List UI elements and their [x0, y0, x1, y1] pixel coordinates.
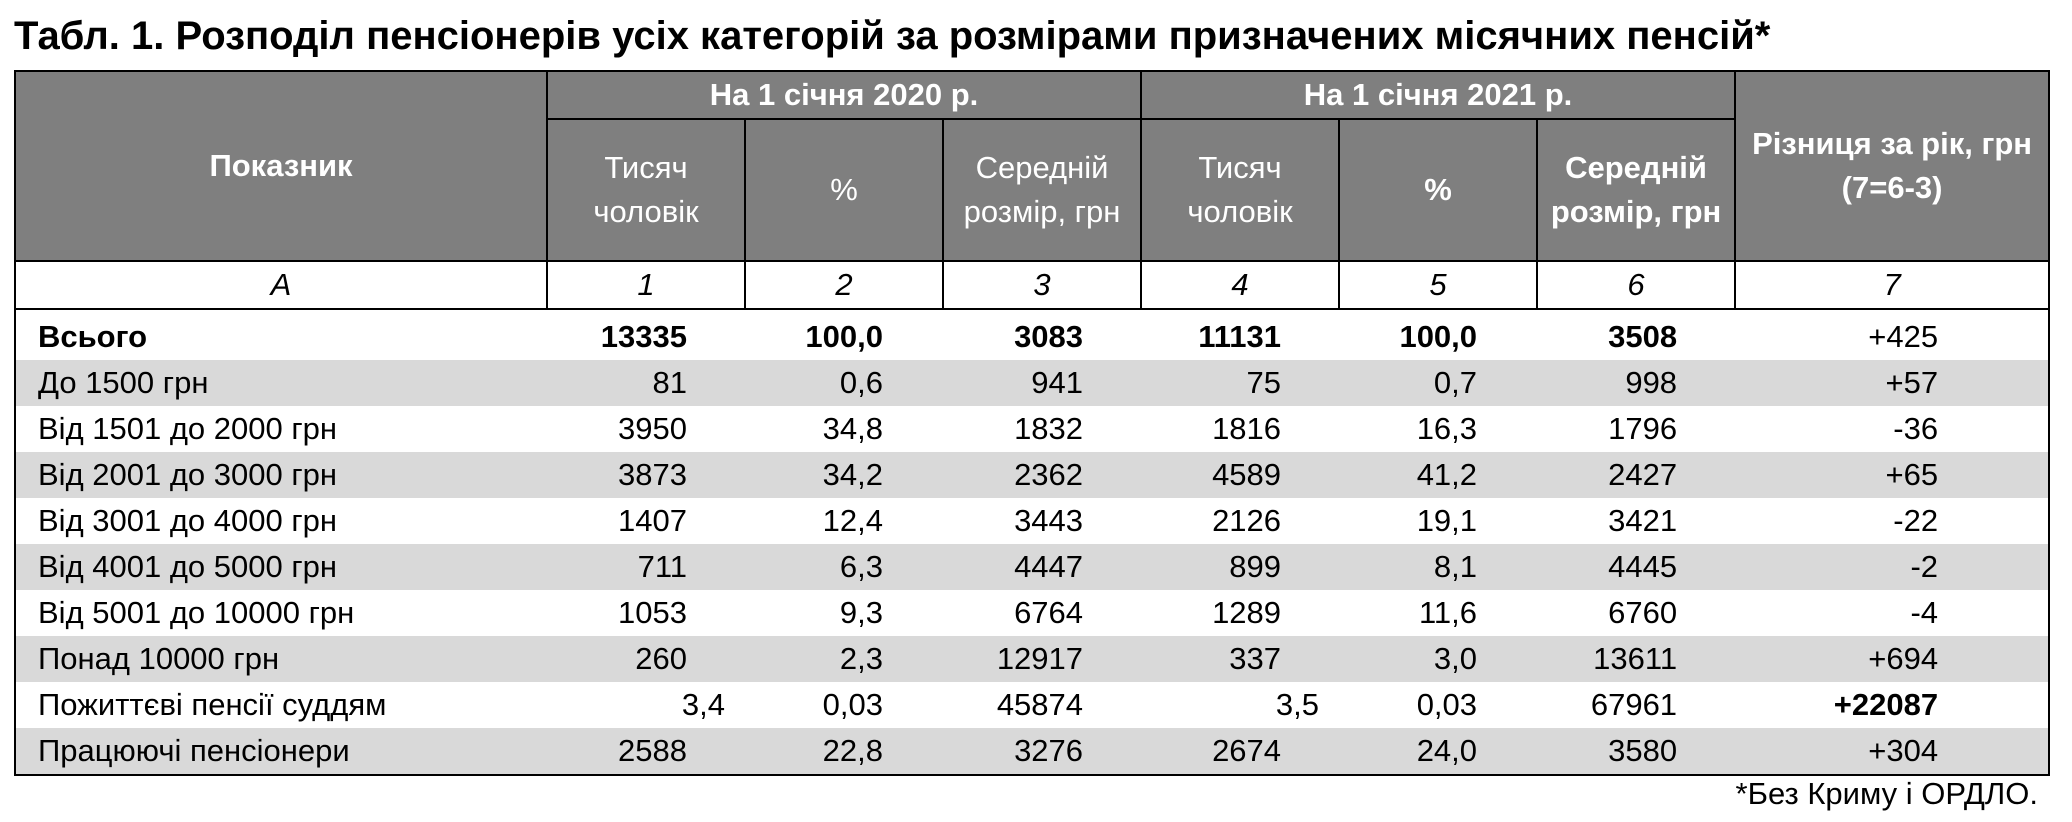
cell-percent-2020: 34,8	[822, 411, 883, 446]
cell-percent-2021: 3,0	[1339, 636, 1537, 682]
column-number: 4	[1141, 261, 1339, 309]
cell-percent-2021: 8,1	[1339, 544, 1537, 590]
row-label: Від 5001 до 10000 грн	[38, 595, 355, 630]
cell-diff: +425	[1868, 319, 1939, 354]
cell-average-2021: 1796	[1608, 411, 1678, 446]
cell-average-2021: 3580	[1537, 728, 1735, 775]
cell-diff: +65	[1735, 452, 2049, 498]
table-row	[15, 452, 2049, 498]
cell-percent-2020: 100,0	[805, 319, 883, 354]
cell-diff: -22	[1893, 503, 1939, 538]
cell-percent-2020: 34,2	[745, 452, 943, 498]
cell-diff: +694	[1735, 636, 2049, 682]
cell-thousands-2021: 899	[1141, 544, 1339, 590]
cell-thousands-2020: 1053	[618, 595, 687, 630]
cell-diff: +57	[1735, 360, 2049, 406]
cell-thousands-2021: 11131	[1198, 319, 1282, 354]
table-title: Табл. 1. Розподіл пенсіонерів усіх категорій за розмірами призначених місячних пенсій*	[14, 14, 1771, 58]
row-label: Пожиттєві пенсії суддям	[38, 687, 387, 722]
column-number: 7	[1735, 261, 2049, 309]
cell-diff: -4	[1910, 595, 1939, 630]
cell-percent-2020: 0,03	[822, 687, 883, 722]
cell-thousands-2020: 2588	[547, 728, 745, 775]
cell-percent-2021: 24,0	[1339, 728, 1537, 775]
cell-percent-2021: 0,7	[1339, 360, 1537, 406]
header-percent-2020: %	[745, 119, 943, 261]
cell-average-2020: 3276	[943, 728, 1141, 775]
cell-percent-2021: 11,6	[1418, 595, 1478, 630]
row-label: Від 2001 до 3000 грн	[15, 452, 547, 498]
row-label: Всього	[38, 319, 148, 354]
cell-percent-2020: 0,6	[745, 360, 943, 406]
cell-average-2020: 4447	[943, 544, 1141, 590]
table-row	[15, 360, 2049, 406]
table-row	[15, 544, 2049, 590]
cell-average-2021: 67961	[1590, 687, 1678, 722]
footnote: *Без Криму і ОРДЛО.	[1735, 776, 2038, 811]
cell-average-2020: 1832	[1014, 411, 1084, 446]
header-average-2021: Середній розмір, грн	[1537, 119, 1735, 261]
row-label: До 1500 грн	[15, 360, 547, 406]
header-thousands-2021: Тисяч чоловік	[1141, 119, 1339, 261]
table-row-total	[15, 309, 2049, 360]
header-average-2020: Середній розмір, грн	[943, 119, 1141, 261]
cell-thousands-2020: 81	[547, 360, 745, 406]
header-diff: Різниця за рік, грн (7=6-3)	[1735, 71, 2049, 261]
cell-average-2021: 3421	[1608, 503, 1678, 538]
cell-thousands-2021: 2674	[1141, 728, 1339, 775]
cell-percent-2020: 6,3	[745, 544, 943, 590]
cell-thousands-2020: 13335	[600, 319, 687, 354]
column-number: 5	[1339, 261, 1537, 309]
header-row-groups	[15, 71, 2049, 119]
row-label: Від 4001 до 5000 грн	[15, 544, 547, 590]
cell-diff: -2	[1735, 544, 2049, 590]
cell-thousands-2021: 2126	[1212, 503, 1282, 538]
header-group-2020: На 1 січня 2020 р.	[547, 71, 1141, 119]
cell-average-2020: 941	[943, 360, 1141, 406]
column-number: 2	[745, 261, 943, 309]
cell-thousands-2020: 3,4	[681, 687, 725, 722]
table-row	[15, 682, 2049, 728]
column-number: А	[15, 261, 547, 309]
cell-thousands-2020: 711	[547, 544, 745, 590]
header-thousands-2020: Тисяч чоловік	[547, 119, 745, 261]
cell-percent-2020: 9,3	[839, 595, 883, 630]
cell-average-2020: 2362	[943, 452, 1141, 498]
cell-thousands-2020: 260	[547, 636, 745, 682]
row-label: Від 1501 до 2000 грн	[38, 411, 338, 446]
cell-thousands-2021: 337	[1141, 636, 1339, 682]
header-group-2021: На 1 січня 2021 р.	[1141, 71, 1735, 119]
cell-thousands-2020: 1407	[618, 503, 687, 538]
cell-percent-2021: 16,3	[1416, 411, 1478, 446]
column-number-row	[15, 261, 2049, 309]
cell-average-2021: 2427	[1537, 452, 1735, 498]
cell-thousands-2021: 1289	[1212, 595, 1282, 630]
row-label: Від 3001 до 4000 грн	[38, 503, 338, 538]
cell-percent-2021: 41,2	[1339, 452, 1537, 498]
table-row	[15, 590, 2049, 636]
cell-diff: +22087	[1833, 687, 1939, 722]
table-row	[15, 498, 2049, 544]
cell-average-2020: 3083	[1014, 319, 1084, 354]
column-number: 6	[1537, 261, 1735, 309]
row-label: Працюючі пенсіонери	[15, 728, 547, 775]
cell-average-2021: 4445	[1537, 544, 1735, 590]
pension-distribution-table	[14, 70, 2050, 776]
cell-percent-2021: 100,0	[1399, 319, 1478, 354]
cell-average-2021: 13611	[1537, 636, 1735, 682]
cell-percent-2020: 22,8	[745, 728, 943, 775]
cell-average-2021: 6760	[1608, 595, 1678, 630]
cell-average-2021: 998	[1537, 360, 1735, 406]
column-number: 1	[547, 261, 745, 309]
cell-average-2020: 45874	[996, 687, 1084, 722]
cell-thousands-2021: 1816	[1212, 411, 1282, 446]
table-row	[15, 636, 2049, 682]
cell-average-2020: 6764	[1014, 595, 1084, 630]
table-row	[15, 728, 2049, 775]
header-indicator: Показник	[15, 71, 547, 261]
header-percent-2021: %	[1339, 119, 1537, 261]
cell-percent-2021: 19,1	[1416, 503, 1478, 538]
cell-percent-2020: 2,3	[745, 636, 943, 682]
column-number: 3	[943, 261, 1141, 309]
cell-average-2020: 12917	[943, 636, 1141, 682]
cell-percent-2020: 12,4	[822, 503, 883, 538]
cell-average-2021: 3508	[1608, 319, 1678, 354]
cell-diff: +304	[1735, 728, 2049, 775]
table-row	[15, 406, 2049, 452]
cell-thousands-2020: 3873	[547, 452, 745, 498]
cell-thousands-2021: 75	[1141, 360, 1339, 406]
cell-thousands-2021: 3,5	[1275, 687, 1320, 722]
row-label: Понад 10000 грн	[15, 636, 547, 682]
cell-diff: -36	[1893, 411, 1939, 446]
cell-percent-2021: 0,03	[1416, 687, 1478, 722]
cell-thousands-2020: 3950	[618, 411, 687, 446]
cell-average-2020: 3443	[1014, 503, 1084, 538]
cell-thousands-2021: 4589	[1141, 452, 1339, 498]
